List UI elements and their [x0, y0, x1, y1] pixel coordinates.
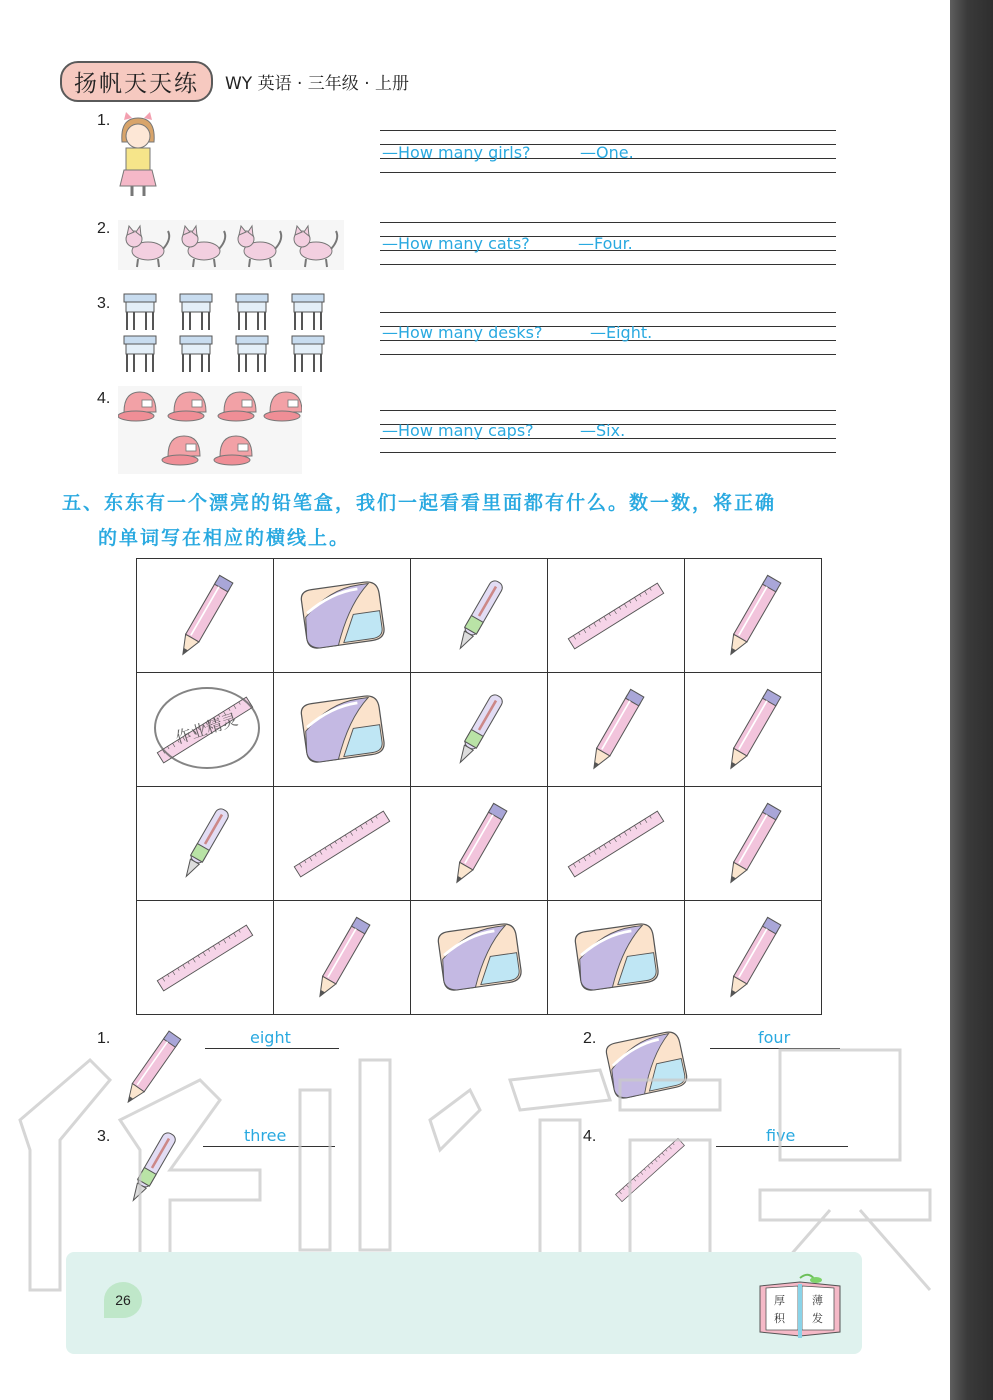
grid-row	[137, 787, 822, 901]
pen-icon	[137, 788, 273, 900]
stamp-text: 作业精灵	[173, 709, 240, 747]
pencil-icon	[137, 560, 273, 672]
question-1-answer: —One.	[580, 143, 634, 162]
grid-cell	[137, 673, 274, 787]
pencil-icon	[685, 560, 821, 672]
pencil-icon	[685, 674, 821, 786]
pen-icon	[112, 1126, 192, 1216]
question-1-text: —How many girls?	[382, 143, 531, 162]
grid-row	[137, 901, 822, 1015]
grid-cell	[411, 673, 548, 787]
question-2-text: —How many cats?	[382, 234, 530, 253]
ruler-icon	[137, 674, 273, 786]
grid-cell	[685, 901, 822, 1015]
grid-cell	[685, 787, 822, 901]
grid-row	[137, 559, 822, 673]
fill-4-line	[716, 1146, 848, 1147]
pen-icon	[411, 560, 547, 672]
stamp-logo	[155, 688, 259, 768]
book-spine	[950, 0, 993, 1400]
grid-cell	[548, 559, 685, 673]
page-footer	[66, 1252, 862, 1354]
section-5-line-1: 五、东东有一个漂亮的铅笔盒，我们一起看看里面都有什么。数一数，将正确	[62, 492, 777, 514]
ruler-icon	[548, 788, 684, 900]
cat-icon	[118, 220, 344, 270]
question-4-answer: —Six.	[580, 421, 626, 440]
section-5-line-2: 的单词写在相应的横线上。	[98, 527, 351, 549]
grid-cell	[274, 559, 411, 673]
grid-cell	[274, 787, 411, 901]
book-char-1: 厚	[774, 1294, 785, 1307]
fill-3-answer: three	[244, 1126, 287, 1145]
pencil-icon	[112, 1028, 192, 1114]
grid-row	[137, 673, 822, 787]
pencil-icon	[685, 788, 821, 900]
cap-icon	[118, 386, 302, 474]
book-char-3: 积	[774, 1312, 785, 1325]
question-3-text: —How many desks?	[382, 323, 543, 342]
book-char-4: 发	[812, 1312, 823, 1325]
girl-icon	[112, 112, 162, 198]
grid-cell	[685, 559, 822, 673]
eraser-icon	[548, 902, 684, 1014]
fill-2-answer: four	[758, 1028, 791, 1047]
fill-2-number: 2.	[583, 1030, 597, 1047]
fill-1-answer: eight	[250, 1028, 291, 1047]
grid-cell	[411, 787, 548, 901]
grid-cell	[685, 673, 822, 787]
question-3-answer: —Eight.	[590, 323, 653, 342]
page-header	[60, 64, 409, 98]
question-4-text: —How many caps?	[382, 421, 534, 440]
book-subtitle: WY 英语 · 三年级 · 上册	[225, 73, 410, 94]
ruler-icon	[274, 788, 410, 900]
question-2-answer: —Four.	[578, 234, 633, 253]
fill-4-number: 4.	[583, 1128, 597, 1145]
question-2-number: 2.	[97, 220, 111, 237]
eraser-icon	[274, 560, 410, 672]
question-4-number: 4.	[97, 390, 111, 407]
grid-cell	[274, 901, 411, 1015]
eraser-icon	[598, 1026, 694, 1106]
fill-1-line	[205, 1048, 339, 1049]
book-char-2: 薄	[812, 1294, 823, 1307]
question-1-number: 1.	[97, 112, 111, 129]
fill-3-number: 3.	[97, 1128, 111, 1145]
fill-4-answer: five	[766, 1126, 796, 1145]
page-number: 26	[104, 1282, 142, 1318]
fill-1-number: 1.	[97, 1030, 111, 1047]
section-5-instruction	[62, 486, 842, 556]
desk-icon	[118, 290, 332, 376]
grid-cell	[411, 559, 548, 673]
ruler-icon	[137, 902, 273, 1014]
pencil-icon	[411, 788, 547, 900]
eraser-icon	[274, 674, 410, 786]
brand-title: 扬帆天天练	[60, 61, 213, 102]
pencil-icon	[274, 902, 410, 1014]
grid-cell	[548, 673, 685, 787]
fill-3-line	[203, 1146, 335, 1147]
question-3-number: 3.	[97, 295, 111, 312]
grid-cell	[137, 787, 274, 901]
pen-icon	[411, 674, 547, 786]
eraser-icon	[411, 902, 547, 1014]
book-icon	[758, 1272, 842, 1344]
ruler-icon	[548, 560, 684, 672]
fill-2-line	[710, 1048, 840, 1049]
ruler-icon	[598, 1126, 702, 1216]
grid-cell	[548, 787, 685, 901]
grid-cell	[411, 901, 548, 1015]
pencil-icon	[685, 902, 821, 1014]
pencil-icon	[548, 674, 684, 786]
grid-cell	[137, 901, 274, 1015]
pencil-box-grid	[136, 558, 822, 1015]
grid-cell	[548, 901, 685, 1015]
grid-cell	[137, 559, 274, 673]
grid-cell	[274, 673, 411, 787]
